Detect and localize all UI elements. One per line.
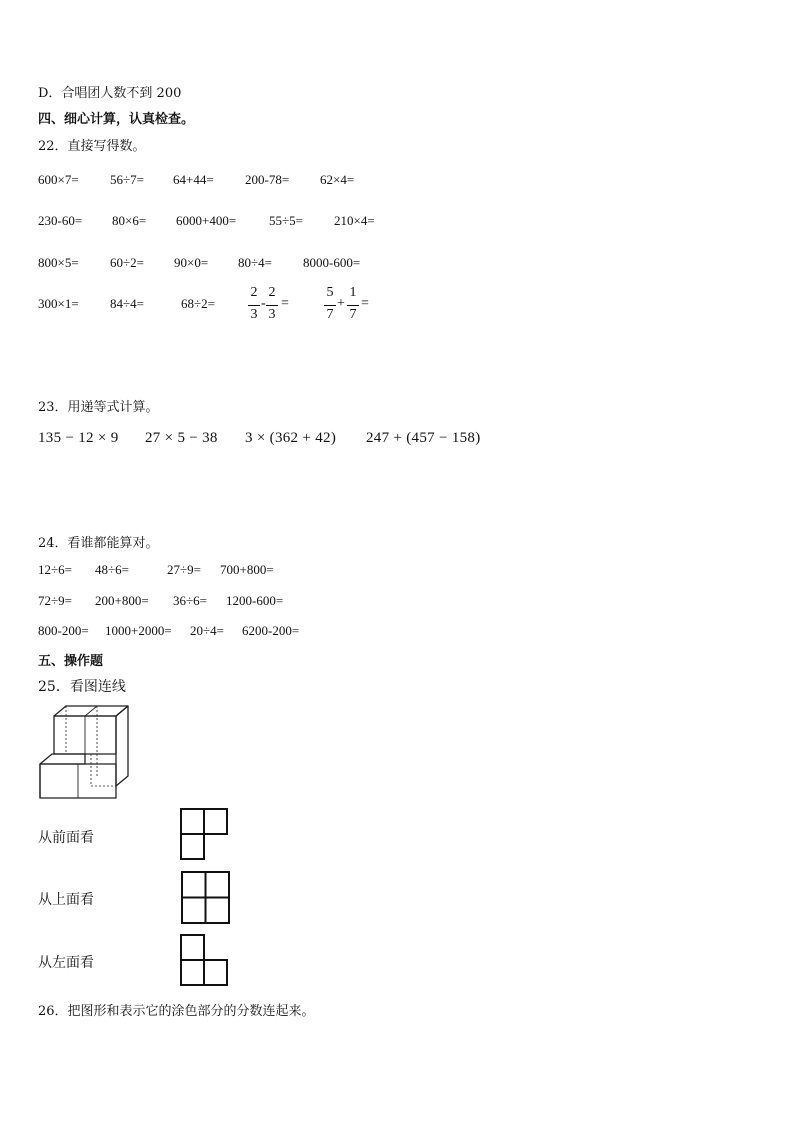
q24-item: 6200-200= bbox=[242, 623, 300, 638]
q22-item: 90×0= bbox=[174, 255, 209, 270]
fraction-numerator: 1 bbox=[349, 285, 357, 300]
view-label-top: 从上面看 bbox=[38, 892, 94, 908]
q22-item: 64+44= bbox=[173, 172, 214, 187]
fraction-denominator: 7 bbox=[349, 307, 357, 322]
q24-item: 27÷9= bbox=[167, 562, 201, 577]
plus-sign: + bbox=[337, 296, 345, 311]
q22-item: 210×4= bbox=[334, 213, 375, 228]
fraction-bar bbox=[266, 305, 278, 306]
q22-item: 55÷5= bbox=[269, 213, 303, 228]
equals-sign: = bbox=[281, 296, 289, 311]
q22-item: 84÷4= bbox=[110, 296, 144, 311]
fraction-numerator: 2 bbox=[268, 285, 276, 300]
q22-item: 80×6= bbox=[112, 213, 147, 228]
q22-item: 80÷4= bbox=[238, 255, 272, 270]
q22-item: 56÷7= bbox=[110, 172, 144, 187]
q23-expression: 247 + (457 − 158) bbox=[366, 430, 481, 446]
section5-title: 五、操作题 bbox=[38, 654, 104, 669]
view-label-front: 从前面看 bbox=[38, 830, 94, 846]
equals-sign: = bbox=[361, 296, 369, 311]
q24-item: 1200-600= bbox=[226, 593, 284, 608]
q24-item: 800-200= bbox=[38, 623, 89, 638]
q22-item: 6000+400= bbox=[176, 213, 237, 228]
minus-sign: - bbox=[261, 296, 266, 311]
q24-item: 36÷6= bbox=[173, 593, 207, 608]
fraction-denominator: 7 bbox=[326, 307, 334, 322]
view-shape-top[interactable] bbox=[180, 870, 232, 926]
q23-expression: 135 − 12 × 9 bbox=[38, 430, 119, 446]
q22-item: 200-78= bbox=[245, 172, 290, 187]
cube-stack-figure bbox=[36, 704, 132, 802]
section4-title: 四、细心计算，认真检查。 bbox=[38, 112, 195, 127]
q24-item: 48÷6= bbox=[95, 562, 129, 577]
q21-option-d: D．合唱团人数不到 200 bbox=[38, 86, 182, 101]
q22-item: 62×4= bbox=[320, 172, 355, 187]
fraction-numerator: 2 bbox=[250, 285, 258, 300]
fraction-denominator: 3 bbox=[268, 307, 276, 322]
q24-item: 12÷6= bbox=[38, 562, 72, 577]
fraction-numerator: 5 bbox=[326, 285, 334, 300]
q22-item: 60÷2= bbox=[110, 255, 144, 270]
q26-title: 26．把图形和表示它的涂色部分的分数连起来。 bbox=[38, 1004, 315, 1019]
q22-title: 22．直接写得数。 bbox=[38, 139, 146, 154]
q24-item: 72÷9= bbox=[38, 593, 72, 608]
q23-expression: 27 × 5 − 38 bbox=[145, 430, 218, 446]
q22-item: 230-60= bbox=[38, 213, 83, 228]
q22-item: 68÷2= bbox=[181, 296, 215, 311]
q25-title: 25．看图连线 bbox=[38, 679, 126, 695]
fraction-denominator: 3 bbox=[250, 307, 258, 322]
q23-title: 23．用递等式计算。 bbox=[38, 400, 159, 415]
q22-item: 800×5= bbox=[38, 255, 79, 270]
q22-item: 600×7= bbox=[38, 172, 79, 187]
view-shape-left[interactable] bbox=[180, 934, 230, 988]
q24-title: 24．看谁都能算对。 bbox=[38, 536, 159, 551]
fraction-bar bbox=[324, 305, 336, 306]
q22-item: 8000-600= bbox=[303, 255, 361, 270]
view-label-left: 从左面看 bbox=[38, 955, 94, 971]
q24-item: 20÷4= bbox=[190, 623, 224, 638]
fraction-bar bbox=[248, 305, 260, 306]
q22-item: 300×1= bbox=[38, 296, 79, 311]
q24-item: 700+800= bbox=[220, 562, 274, 577]
q24-item: 200+800= bbox=[95, 593, 149, 608]
view-shape-front[interactable] bbox=[180, 808, 230, 862]
q23-expression: 3 × (362 + 42) bbox=[245, 430, 337, 446]
fraction-bar bbox=[347, 305, 359, 306]
q24-item: 1000+2000= bbox=[105, 623, 172, 638]
